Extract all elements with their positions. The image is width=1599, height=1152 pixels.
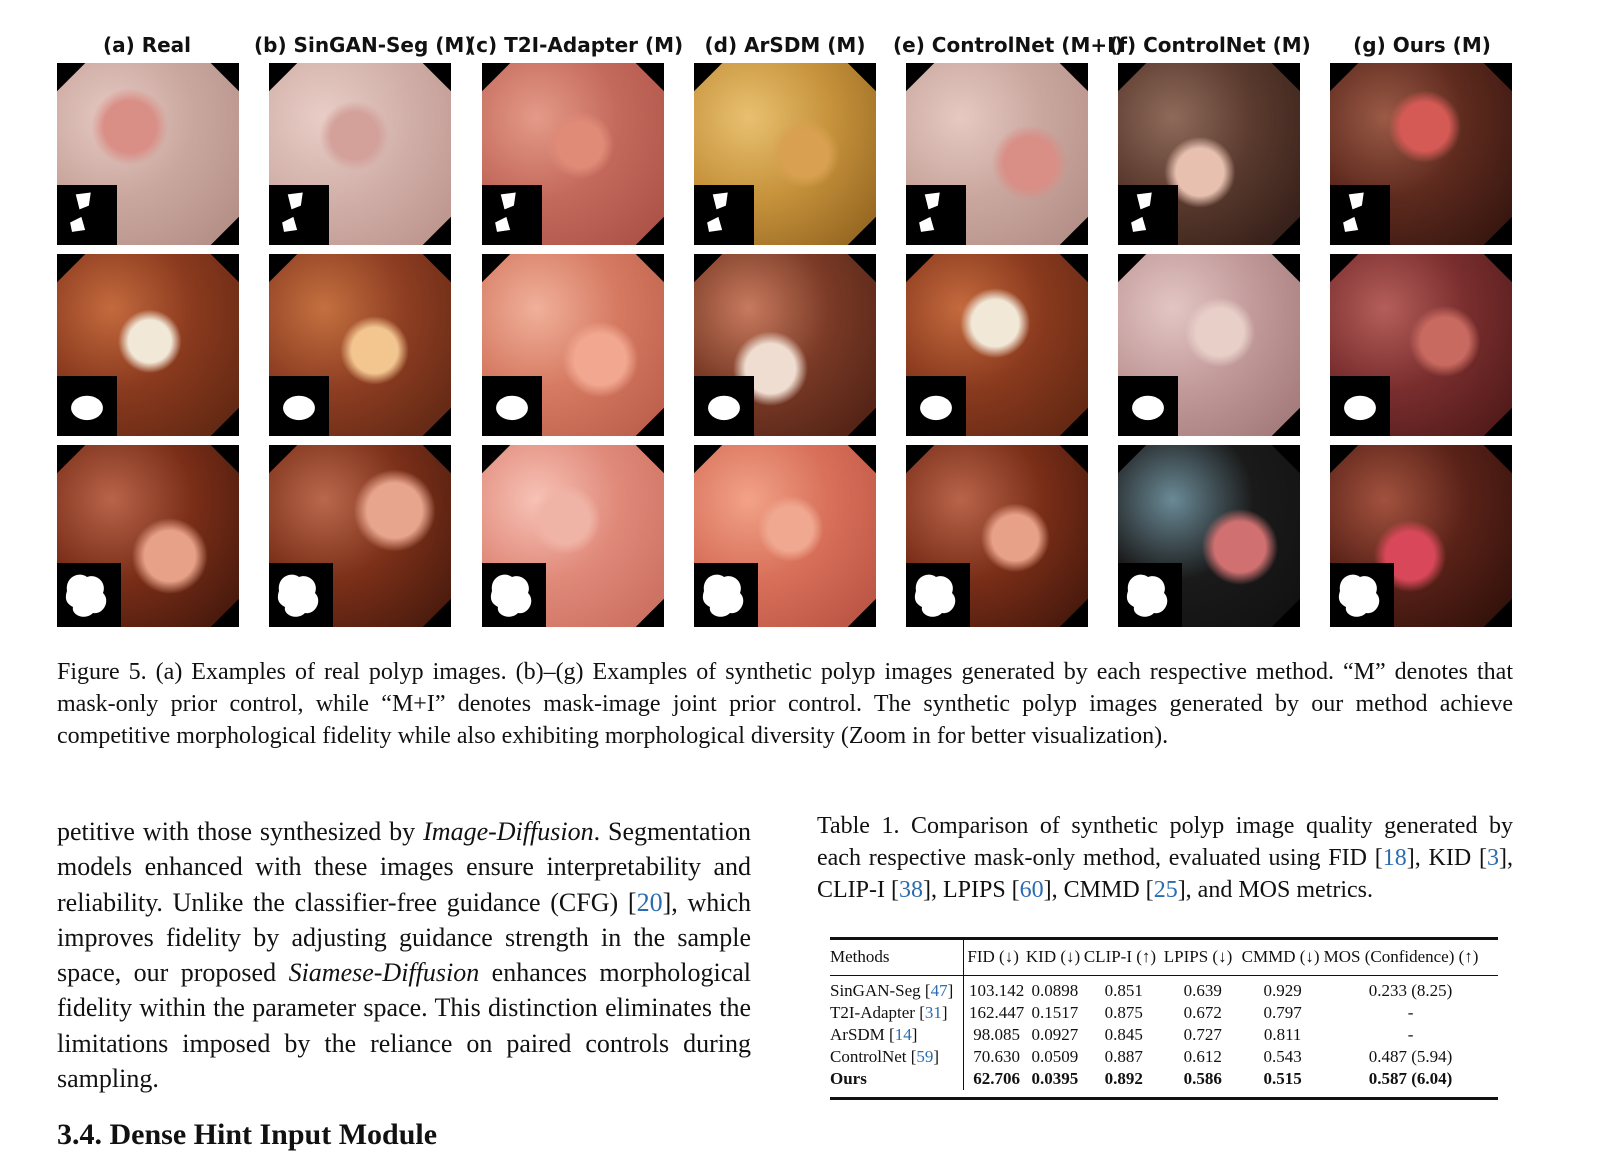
cell-lpips: 0.612 [1183,1047,1222,1066]
mask-inset [906,376,966,436]
polyp-image [482,63,664,245]
cell-fid: 103.142 [964,976,1026,1002]
cell-method: T2I-Adapter [31] [830,1003,948,1022]
citation-link[interactable]: 59 [916,1047,934,1066]
mask-inset [269,563,333,627]
mask-inset [57,563,121,627]
polyp-image [694,63,876,245]
cell-lpips: 0.727 [1183,1025,1222,1044]
body-text-3: ], which improves fidelity by adjusting guidance strength in the sample space, our proposed [57,887,751,988]
mask-inset [694,376,754,436]
citation-link[interactable]: 25 [1153,877,1178,903]
header-mos: MOS (Confidence) (↑) [1323,947,1479,966]
table-caption-text: Table 1. Comparison of synthetic polyp image quality generated by each respective mask-only method, evaluated using FID [ [817,813,1513,871]
cell-mos: - [1407,1025,1414,1044]
method-name: Ours [830,1069,867,1088]
cell-mos: 0.587 (6.04) [1368,1069,1453,1088]
method-name: ControlNet [830,1047,907,1066]
body-emphasis-siamese-diffusion: Siamese-Diffusion [288,958,480,988]
mask-inset [57,376,117,436]
body-emphasis-image-diffusion: Image-Diffusion [423,817,594,846]
table-caption-text: ], CMMD [ [1043,877,1154,903]
mask-inset [694,185,754,245]
cell-clip: 0.892 [1104,1069,1143,1088]
header-cmmd: CMMD (↓) [1241,947,1320,966]
cell-cmmd: 0.515 [1263,1069,1302,1088]
polyp-image [906,445,1088,627]
cell-kid: 0.0927 [1031,1025,1079,1044]
body-text-2: . Segmentation models enhanced with these images ensure interpretability and reliability. Unlike the classifier-free guidance (CFG) [ [57,817,751,917]
cell-kid: 0.0509 [1031,1047,1079,1066]
header-fid: FID (↓) [964,938,1026,976]
cell-clip: 0.851 [1104,981,1143,1000]
polyp-image [1118,63,1300,245]
column-title-ours: (g) Ours (M) [1353,33,1491,57]
cell-cmmd: 0.929 [1263,981,1302,1000]
mask-inset [906,185,966,245]
cell-mos: - [1407,1003,1414,1022]
body-text-1: petitive with those synthesized by [57,817,416,846]
cell-lpips: 0.586 [1183,1069,1222,1088]
polyp-image [269,63,451,245]
cell-fid: 70.630 [964,1046,1026,1068]
mask-inset [694,563,758,627]
polyp-image [1118,254,1300,436]
cell-cmmd: 0.543 [1263,1047,1302,1066]
mask-inset [482,563,546,627]
column-title-controlnet-mi: (e) ControlNet (M+I) [893,33,1124,57]
cell-fid: 162.447 [964,1002,1026,1024]
citation-link[interactable]: 31 [924,1003,942,1022]
mask-inset [1330,376,1390,436]
cell-method: SinGAN-Seg [47] [830,981,954,1000]
mask-inset [482,376,542,436]
column-title-singan: (b) SinGAN-Seg (M) [254,33,474,57]
table-row [830,1024,1498,1046]
column-title-real: (a) Real [102,33,192,57]
results-table [830,938,1498,1090]
method-name: T2I-Adapter [830,1003,915,1022]
polyp-image [1330,254,1512,436]
mask-inset [1118,185,1178,245]
cell-clip: 0.845 [1104,1025,1143,1044]
table-row [830,976,1498,1002]
table-caption-text: ], KID [ [1406,845,1488,871]
cell-cmmd: 0.797 [1263,1003,1302,1022]
cell-method: ControlNet [59] [830,1047,940,1066]
mask-inset [1330,563,1394,627]
polyp-image [482,254,664,436]
cell-clip: 0.887 [1104,1047,1143,1066]
cell-fid: 62.706 [964,1068,1026,1090]
table-caption-text: ], LPIPS [ [922,877,1020,903]
header-lpips: LPIPS (↓) [1163,947,1233,966]
polyp-image [269,254,451,436]
citation-link[interactable]: 60 [1019,877,1044,903]
polyp-image [694,254,876,436]
citation-link[interactable]: 3 [1487,845,1500,871]
column-title-arsdm: (d) ArSDM (M) [704,33,866,57]
mask-inset [269,185,329,245]
citation-link[interactable]: 20 [636,887,663,917]
method-name: SinGAN-Seg [830,981,921,1000]
header-clip-i: CLIP-I (↑) [1083,947,1157,966]
method-name: ArSDM [830,1025,885,1044]
polyp-image [57,63,239,245]
table-row [830,1068,1498,1090]
cell-mos: 0.233 (8.25) [1368,981,1453,1000]
table-caption-text: ], CLIP-I [ [817,845,1514,903]
table-body [830,976,1498,1090]
polyp-image [482,445,664,627]
citation-link[interactable]: 18 [1382,845,1407,871]
polyp-image [906,63,1088,245]
table-row [830,1002,1498,1024]
column-title-controlnet-m: (f) ControlNet (M) [1109,33,1311,57]
cell-clip: 0.875 [1104,1003,1143,1022]
table-header-row [830,938,1498,976]
polyp-image [1330,445,1512,627]
polyp-image [1118,445,1300,627]
cell-cmmd: 0.811 [1263,1025,1302,1044]
table-rule-bottom [830,1097,1498,1100]
mask-inset [906,563,970,627]
polyp-image [906,254,1088,436]
table-row [830,1046,1498,1068]
polyp-image [57,445,239,627]
cell-mos: 0.487 (5.94) [1368,1047,1453,1066]
body-text-4: enhances morphological fidelity within the parameter space. This distinction eliminates the limitations imposed by the reliance on paired controls during sampling. [57,958,752,1094]
cell-kid: 0.1517 [1031,1003,1079,1022]
cell-lpips: 0.639 [1183,981,1222,1000]
mask-inset [482,185,542,245]
citation-link[interactable]: 47 [930,981,948,1000]
cell-method [830,1068,964,1090]
header-kid: KID (↓) [1025,947,1081,966]
cell-fid: 98.085 [964,1024,1026,1046]
polyp-image [1330,63,1512,245]
mask-inset [1330,185,1390,245]
mask-inset [1118,563,1182,627]
cell-kid: 0.0898 [1031,981,1079,1000]
column-title-t2i: (c) T2I-Adapter (M) [467,33,684,57]
mask-inset [1118,376,1178,436]
table-caption-text: ], and MOS metrics. [1177,877,1373,903]
polyp-image [57,254,239,436]
cell-lpips: 0.672 [1183,1003,1222,1022]
body-paragraph [57,814,751,1096]
citation-link[interactable]: 14 [894,1025,912,1044]
section-heading: 3.4. Dense Hint Input Module [57,1118,438,1151]
table-caption [817,810,1513,906]
citation-link[interactable]: 38 [898,877,923,903]
header-methods: Methods [830,947,890,966]
figure-caption: Figure 5. (a) Examples of real polyp images. (b)–(g) Examples of synthetic polyp images generated by each respective method. “M” denotes that mask-only prior control, while “M+I” denotes mask-image joint prior control. The synthetic polyp images generated by our method achieve competitive morphological fidelity while also exhibiting morphological diversity (Zoom in for better visualization). [57,659,1513,749]
cell-kid: 0.0395 [1031,1069,1079,1088]
cell-method: ArSDM [14] [830,1025,918,1044]
polyp-image [269,445,451,627]
polyp-image [694,445,876,627]
mask-inset [57,185,117,245]
mask-inset [269,376,329,436]
